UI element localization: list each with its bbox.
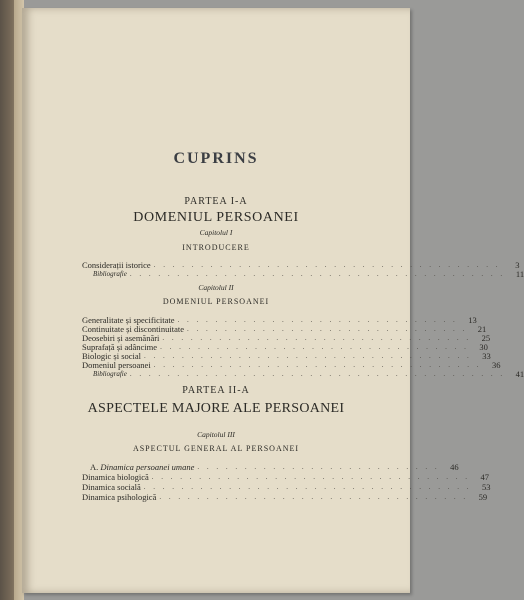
toc-entry-label: Generalitate și specificitate — [82, 315, 175, 325]
toc-entry-label: Considerații istorice — [82, 260, 151, 270]
toc-entry-label: Continuitate și discontinuitate — [82, 324, 184, 334]
toc-entry-page: 30 — [479, 342, 488, 352]
toc-entry-label: Biologic și social — [82, 351, 142, 361]
page-title: CUPRINS — [173, 150, 259, 167]
part1-title: DOMENIUL PERSOANEI — [133, 210, 299, 225]
toc-entry-page: 41 — [515, 369, 524, 379]
leader-dots: . . . . . . . . . . . . . . . . . . . . . . . . . . . . . . . . . . . — [143, 483, 472, 491]
leader-dots: . . . . . . . . . . . . . . . . . . . . . . . . . . . . . . — [187, 325, 468, 333]
toc-entry-page: 25 — [481, 333, 491, 343]
toc-entry-page: 46 — [450, 462, 459, 472]
toc-entry-page: 21 — [477, 324, 487, 334]
toc-entry-page: 36 — [491, 360, 501, 370]
toc-entry — [82, 462, 459, 472]
toc-entry-page: 11 — [515, 269, 524, 279]
toc-entry-page: 47 — [480, 472, 490, 482]
toc-entry-label-text: A. Dinamica persoanei umane — [90, 462, 195, 472]
toc-entry-page: 13 — [468, 315, 477, 325]
part2-heading: PARTEA II-A — [182, 385, 250, 396]
chapter3-title: ASPECTUL GENERAL AL PERSOANEI — [132, 444, 300, 453]
toc-entry — [82, 472, 490, 482]
chapter2-label: Capitolul II — [198, 283, 234, 292]
toc-entry — [82, 482, 491, 492]
chapter1-label: Capitolul I — [199, 228, 233, 237]
leader-dots: . . . . . . . . . . . . . . . . . . . . . . . . . . . . . . . . . . . . . — [153, 261, 501, 269]
chapter1-title: INTRODUCERE — [182, 243, 250, 252]
leader-dots: . . . . . . . . . . . . . . . . . . . . . . . . . . . . . . . . . . — [151, 473, 471, 481]
toc-entry-label: Dinamica biologică — [82, 472, 149, 482]
leader-dots: . . . . . . . . . . . . . . . . . . . . . . . . . . . . . . . . . . . . . . . . — [129, 370, 506, 378]
leader-dots: . . . . . . . . . . . . . . . . . . . . . . . . . . . . . . . . . . . . . . . . — [129, 270, 506, 278]
toc-entry-label: Deosebiri și asemănări — [82, 333, 160, 343]
toc-entry — [82, 369, 524, 379]
leader-dots: . . . . . . . . . . . . . . . . . . . . . . . . . . . . . . . . . . . — [153, 361, 482, 369]
toc-entry-label: Bibliografie — [93, 370, 127, 378]
leader-dots: . . . . . . . . . . . . . . . . . . . . . . . . . . . . . . . . . . . — [144, 352, 472, 360]
toc-entry-label: Domeniul persoanei — [82, 360, 151, 370]
leader-dots: . . . . . . . . . . . . . . . . . . . . . . . . . . . . . . — [177, 316, 458, 324]
chapter2-title: DOMENIUL PERSOANEI — [162, 297, 270, 306]
part2-title: ASPECTELE MAJORE ALE PERSOANEI — [87, 401, 345, 416]
toc-entry-label: Suprafață și adâncime — [82, 342, 158, 352]
part1-heading: PARTEA I-A — [184, 196, 248, 207]
toc-entry-page: 3 — [515, 260, 520, 270]
toc-entry-label: Dinamica psihologică — [82, 492, 157, 502]
leader-dots: . . . . . . . . . . . . . . . . . . . . . . . . . . . . . . . . . — [160, 343, 469, 351]
leader-dots: . . . . . . . . . . . . . . . . . . . . . . . . . . . . . . . . . — [162, 334, 472, 342]
leader-dots: . . . . . . . . . . . . . . . . . . . . . . . . . . — [197, 463, 440, 471]
toc-entry-page: 59 — [478, 492, 488, 502]
toc-entry-page: 33 — [482, 351, 491, 361]
chapter3-label: Capitolul III — [197, 430, 235, 439]
toc-entry-label — [82, 462, 194, 472]
toc-entry-page: 53 — [482, 482, 491, 492]
toc-entry — [82, 269, 524, 279]
leader-dots: . . . . . . . . . . . . . . . . . . . . . . . . . . . . . . . . . — [159, 493, 469, 501]
toc-entry-label: Bibliografie — [93, 270, 127, 278]
toc-entry-label: Dinamica socială — [82, 482, 141, 492]
book-page — [22, 8, 524, 593]
toc-entry — [82, 492, 488, 502]
